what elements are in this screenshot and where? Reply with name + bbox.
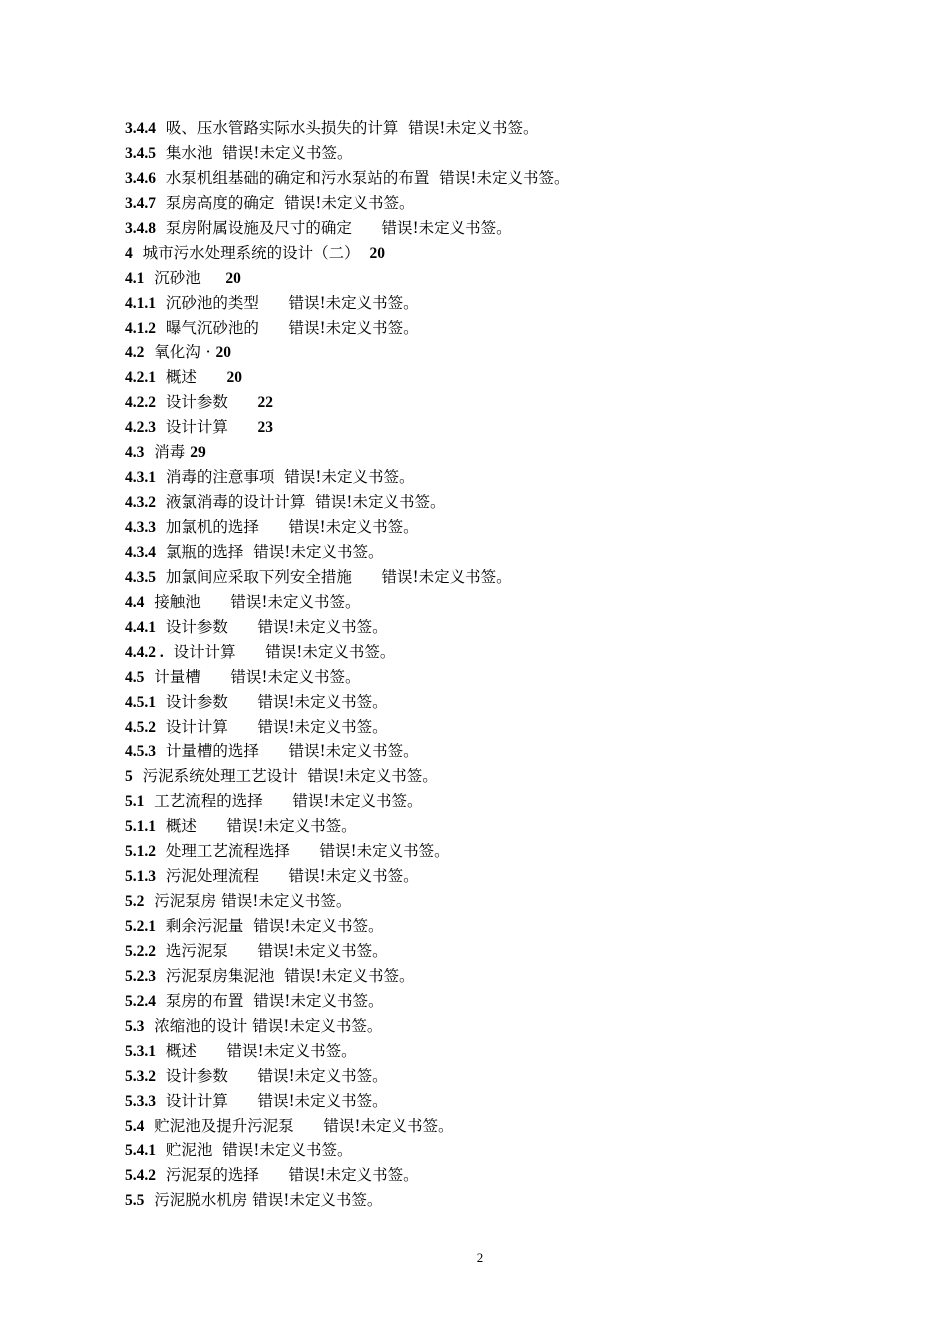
toc-entry-number: 4.5.1 [125, 693, 156, 711]
toc-entry-gap [274, 967, 284, 985]
toc-entry-gap [305, 493, 315, 511]
toc-entry[interactable] [125, 690, 885, 715]
toc-entry-number: 3.4.7 [125, 194, 156, 212]
toc-entry[interactable] [125, 964, 885, 989]
toc-entry-title: 设计参数 [165, 393, 228, 412]
toc-entry[interactable] [125, 914, 885, 939]
toc-entry-number: 5.2.2 [125, 942, 156, 960]
toc-entry[interactable] [125, 1138, 885, 1163]
toc-entry-title: 城市污水处理系统的设计（二） [142, 243, 360, 262]
toc-entry[interactable] [125, 490, 885, 515]
toc-entry-title: 泵房附属设施及尺寸的确定 [165, 218, 352, 237]
toc-entry-number: 4.3.5 [125, 568, 156, 586]
toc-entry-page-ref: 错误!未定义书签。 [288, 742, 419, 761]
toc-entry-number: 5.3 [125, 1017, 145, 1035]
toc-entry-number: 5.1 [125, 793, 145, 811]
toc-entry-gap [212, 144, 222, 162]
toc-entry-gap [360, 244, 370, 262]
toc-entry[interactable] [125, 340, 885, 365]
toc-entry-number: 5.1.3 [125, 868, 156, 886]
toc-entry-title: 选污泥泵 [165, 941, 228, 960]
toc-entry-page-ref: 错误!未定义书签。 [253, 991, 384, 1010]
toc-entry-title: 加氯机的选择 [165, 518, 259, 536]
toc-entry-gap [228, 418, 258, 436]
toc-entry-title: 泵房的布置 [165, 991, 244, 1010]
toc-entry-title: 污泥系统处理工艺设计 [142, 767, 298, 786]
toc-entry-title: 消毒的注意事项 [165, 468, 275, 487]
toc-entry[interactable] [125, 515, 885, 540]
toc-entry-page-ref: 29 [190, 444, 206, 462]
toc-entry-page-ref: 错误!未定义书签。 [257, 941, 388, 960]
toc-entry-page-ref: 错误!未定义书签。 [284, 193, 415, 212]
toc-entry-gap [259, 1166, 289, 1184]
toc-entry[interactable] [125, 365, 885, 390]
toc-entry-number: 5 [125, 768, 133, 786]
toc-entry-page-ref: 错误!未定义书签。 [257, 1091, 388, 1110]
toc-entry-title: 贮泥池 [165, 1141, 213, 1160]
toc-entry-title: 计量槽 [154, 667, 201, 686]
toc-entry-page-ref: 错误!未定义书签。 [323, 1116, 454, 1135]
toc-entry-page-ref: 错误!未定义书签。 [319, 842, 450, 861]
toc-entry-page-ref: 错误!未定义书签。 [257, 717, 388, 736]
toc-entry[interactable] [125, 141, 885, 166]
toc-entry-number: 5.5 [125, 1192, 145, 1210]
toc-entry-title: 设计参数 [165, 1066, 228, 1085]
toc-entry-gap [201, 269, 226, 287]
toc-entry-gap [259, 867, 289, 885]
toc-entry-number: 5.2.4 [125, 992, 156, 1010]
toc-entry-page-ref: 错误!未定义书签。 [257, 692, 388, 711]
toc-entry-number: 4.3.2 [125, 494, 156, 512]
toc-entry-gap [259, 294, 289, 312]
toc-entry-title: 沉砂池 [154, 268, 201, 287]
toc-entry-page-ref: 20 [226, 369, 242, 387]
toc-entry-title: 剩余污泥量 [165, 917, 244, 935]
toc-entry[interactable] [125, 814, 885, 839]
page-number: 2 [476, 1250, 484, 1265]
toc-entry[interactable] [125, 241, 885, 266]
toc-entry[interactable] [125, 191, 885, 216]
toc-entry-gap [274, 468, 284, 486]
toc-entry[interactable] [125, 590, 885, 615]
toc-entry-title: 水泵机组基础的确定和污水泵站的布置 [165, 168, 430, 187]
toc-entry-gap [236, 643, 266, 661]
toc-entry[interactable] [125, 839, 885, 864]
toc-entry-title: 计量槽的选择 [165, 742, 259, 761]
toc-entry-gap [228, 942, 258, 960]
toc-entry-title: 设计计算 [165, 717, 228, 736]
toc-entry[interactable] [125, 1014, 885, 1039]
toc-entry-number: 4.4 [125, 593, 145, 611]
toc-entry-title: 污泥泵房 [154, 892, 217, 911]
toc-entry-page-ref: 错误!未定义书签。 [265, 642, 396, 661]
toc-entry-page-ref: 错误!未定义书签。 [221, 892, 352, 911]
toc-entry-page-ref: 20 [215, 344, 232, 362]
toc-entry-gap [294, 1117, 324, 1135]
toc-entry-number: 5.2.1 [125, 918, 156, 935]
toc-entry-number: 4.2.3 [125, 419, 156, 437]
toc-entry-gap [259, 319, 289, 337]
toc-entry-number: 4.3.4 [125, 543, 156, 561]
toc-entry-number: 4.1.2 [125, 319, 156, 337]
toc-entry-title: 集水池 [165, 143, 213, 162]
toc-entry-title: 概述 [165, 368, 197, 387]
toc-entry[interactable] [125, 615, 885, 640]
toc-entry-title: 沉砂池的类型 [165, 293, 259, 312]
toc-entry[interactable] [125, 715, 885, 740]
toc-entry-title: 工艺流程的选择 [154, 792, 263, 811]
toc-entry-page-ref: 错误!未定义书签。 [257, 617, 388, 636]
toc-entry-number: 5.3.2 [125, 1067, 156, 1085]
toc-entry-page-ref: 错误!未定义书签。 [253, 542, 384, 561]
toc-entry-gap [197, 1042, 227, 1060]
toc-entry-page-ref: 错误!未定义书签。 [292, 792, 423, 811]
toc-entry-page-ref: 错误!未定义书签。 [230, 667, 361, 686]
toc-entry[interactable] [125, 465, 885, 490]
toc-entry-number: 4.2 [125, 344, 145, 362]
toc-entry-gap [263, 792, 293, 810]
toc-entry[interactable] [125, 216, 885, 241]
toc-entry-number: 4.3 [125, 444, 145, 462]
toc-entry-page-ref: 错误!未定义书签。 [288, 293, 419, 312]
toc-entry-number: 4.1.1 [125, 294, 156, 312]
toc-entry-page-ref: 错误!未定义书签。 [288, 318, 419, 337]
toc-entry-page-ref: 23 [257, 419, 273, 437]
toc-entry-title: 浓缩池的设计 [154, 1016, 248, 1035]
toc-entry-title: 设计计算 [165, 418, 228, 437]
toc-entry-number: 5.4 [125, 1117, 145, 1135]
toc-entry-number: 5.1.2 [125, 843, 156, 861]
toc-entry[interactable] [125, 764, 885, 789]
toc-entry-title: 污泥泵的选择 [165, 1166, 259, 1185]
toc-entry-page-ref: 错误!未定义书签。 [222, 1141, 353, 1160]
toc-entry[interactable] [125, 789, 885, 814]
toc-entry-gap [228, 718, 258, 736]
toc-entry-gap [259, 742, 289, 760]
toc-entry[interactable] [125, 316, 885, 341]
toc-entry-number: 5.4.2 [125, 1167, 156, 1185]
toc-entry-number: 5.2 [125, 893, 145, 911]
toc-entry-gap [201, 668, 231, 686]
toc-entry-number: 5.3.1 [125, 1042, 156, 1060]
toc-entry-number: 4.5.3 [125, 743, 156, 761]
toc-entry-number: 3.4.6 [125, 169, 156, 187]
toc-entry-page-ref: 错误!未定义书签。 [252, 1191, 383, 1210]
toc-entry-number: 3.4.8 [125, 219, 156, 237]
toc-entry-page-ref: 错误!未定义书签。 [288, 1166, 419, 1185]
toc-entry-number: 4.1 [125, 269, 145, 287]
toc-entry-page-ref: 错误!未定义书签。 [408, 119, 539, 137]
toc-entry-number: 4.5.2 [125, 718, 156, 736]
toc-entry[interactable] [125, 440, 885, 465]
toc-entry-number: 4.4.2 . [125, 643, 164, 661]
toc-entry-gap [228, 393, 258, 411]
toc-entry-page-ref: 22 [257, 394, 273, 412]
toc-entry-gap [197, 817, 227, 835]
toc-entry-title: 加氯间应采取下列安全措施 [165, 567, 352, 586]
toc-entry-number: 5.1.1 [125, 818, 156, 836]
toc-entry[interactable] [125, 565, 885, 590]
toc-entry-title: 污泥泵房集泥池 [165, 966, 275, 985]
toc-entry-number: 5.4.1 [125, 1142, 156, 1160]
toc-entry-title: 贮泥池及提升污泥泵 [154, 1116, 294, 1135]
toc-entry-page-ref: 错误!未定义书签。 [252, 1016, 383, 1035]
toc-entry-number: 4.4.1 [125, 618, 156, 636]
toc-entry-title: 消毒 [154, 443, 186, 462]
toc-entry[interactable] [125, 989, 885, 1014]
toc-entry-title: 液氯消毒的设计计算 [165, 493, 306, 512]
toc-entry[interactable] [125, 1163, 885, 1188]
toc-entry[interactable] [125, 1064, 885, 1089]
toc-entry-number: 4.3.3 [125, 519, 156, 536]
toc-entry-title: 污泥脱水机房 [154, 1191, 248, 1210]
toc-entry-title: 设计参数 [165, 617, 228, 636]
toc-entry-number: 3.4.5 [125, 144, 156, 162]
toc-entry[interactable] [125, 665, 885, 690]
toc-entry-title: 接触池 [154, 592, 201, 611]
toc-entry-title: 概述 [165, 817, 197, 836]
toc-entry-page-ref: 错误!未定义书签。 [226, 1041, 357, 1060]
toc-entry-page-ref: 错误!未定义书签。 [230, 592, 361, 611]
toc-entry-gap [352, 568, 382, 586]
toc-entry-gap [298, 767, 308, 785]
toc-entry[interactable] [125, 640, 885, 665]
toc-entry-title: 概述 [165, 1041, 197, 1060]
toc-entry-gap [352, 219, 382, 237]
toc-entry-gap [398, 119, 408, 137]
toc-entry-number: 4.5 [125, 668, 145, 686]
toc-entry-gap [243, 992, 253, 1010]
toc-entry[interactable] [125, 1114, 885, 1139]
toc-entry[interactable] [125, 415, 885, 440]
toc-entry-number: 4.2.2 [125, 394, 156, 412]
toc-entry-number: 5.3.3 [125, 1092, 156, 1110]
toc-entry-gap [197, 368, 227, 386]
toc-entry-page-ref: 错误!未定义书签。 [257, 1066, 388, 1085]
toc-entry[interactable] [125, 116, 885, 141]
toc-entry-page-ref: 错误!未定义书签。 [288, 867, 419, 886]
toc-entry[interactable] [125, 864, 885, 889]
toc-entry[interactable] [125, 1089, 885, 1114]
toc-entry[interactable] [125, 889, 885, 914]
toc-entry-title: 设计计算 [165, 1091, 228, 1110]
toc-entry-gap [212, 1141, 222, 1159]
toc-entry-title: 污泥处理流程 [165, 867, 259, 886]
toc-entry[interactable] [125, 540, 885, 565]
toc-entry-page-ref: 20 [225, 269, 241, 287]
toc-entry-gap [274, 194, 284, 212]
toc-entry-title: 设计计算 [173, 642, 236, 661]
toc-entry-title: 氯瓶的选择 [165, 542, 244, 561]
toc-entry-gap [228, 618, 258, 636]
toc-entry-title: 吸、压水管路实际水头损失的计算 [165, 119, 399, 137]
table-of-contents [125, 116, 885, 1213]
toc-entry-page-ref: 错误!未定义书签。 [307, 767, 438, 786]
toc-entry-title: 设计参数 [165, 692, 228, 711]
toc-entry-number: 4 [125, 244, 133, 262]
toc-entry-gap [259, 518, 289, 536]
toc-entry-page-ref: 错误!未定义书签。 [315, 493, 446, 512]
toc-entry-page-ref: 错误!未定义书签。 [284, 966, 415, 985]
toc-entry-gap [228, 1092, 258, 1110]
toc-entry-gap [228, 1067, 258, 1085]
toc-entry-gap [201, 593, 231, 611]
toc-entry[interactable] [125, 166, 885, 191]
toc-entry-title: 氧化沟 · [154, 343, 211, 362]
toc-entry-gap [243, 543, 253, 561]
toc-entry-gap [228, 693, 258, 711]
toc-entry-page-ref: 错误!未定义书签。 [439, 168, 570, 187]
toc-entry-page-ref: 错误!未定义书签。 [381, 567, 512, 586]
toc-entry-page-ref: 错误!未定义书签。 [222, 143, 353, 162]
toc-entry-gap [243, 917, 253, 935]
toc-entry-number: 5.2.3 [125, 967, 156, 985]
toc-entry-title: 曝气沉砂池的 [165, 318, 259, 337]
toc-entry[interactable] [125, 939, 885, 964]
toc-entry-page-ref: 20 [369, 244, 385, 262]
toc-entry[interactable] [125, 1039, 885, 1064]
toc-entry-number: 4.3.1 [125, 469, 156, 487]
toc-entry-title: 泵房高度的确定 [165, 193, 275, 212]
toc-entry-page-ref: 错误!未定义书签。 [288, 518, 419, 536]
toc-entry[interactable] [125, 266, 885, 291]
toc-entry[interactable] [125, 739, 885, 764]
toc-entry-gap [290, 842, 320, 860]
toc-entry[interactable] [125, 291, 885, 316]
toc-entry-page-ref: 错误!未定义书签。 [284, 468, 415, 487]
toc-entry-number: 3.4.4 [125, 120, 156, 137]
toc-entry-title: 处理工艺流程选择 [165, 842, 290, 861]
toc-entry[interactable] [125, 390, 885, 415]
toc-entry-page-ref: 错误!未定义书签。 [253, 917, 384, 935]
toc-entry-number: 4.2.1 [125, 369, 156, 387]
toc-entry-gap [429, 169, 439, 187]
toc-entry-page-ref: 错误!未定义书签。 [226, 817, 357, 836]
toc-entry-page-ref: 错误!未定义书签。 [381, 218, 512, 237]
toc-entry[interactable] [125, 1188, 885, 1213]
